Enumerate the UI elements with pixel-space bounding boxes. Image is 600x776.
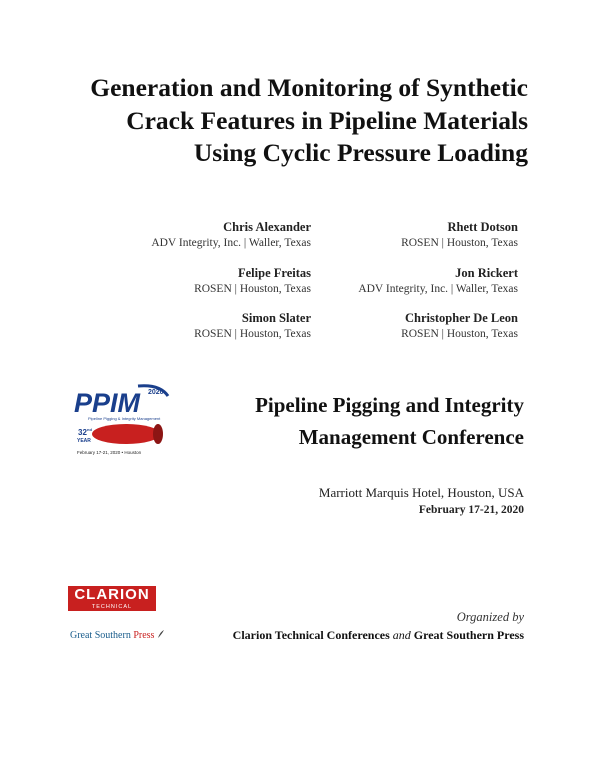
author-affiliation: ROSEN | Houston, Texas (194, 283, 311, 295)
ppim-year: 2020 (148, 389, 164, 396)
clarion-logo: CLARION (68, 586, 156, 608)
ppim-wordmark: PPIM (74, 388, 141, 418)
gsp-logo-text2: Press (133, 630, 155, 641)
ppim-anniversary-num: 32 (78, 428, 87, 437)
ppim-anniversary-word: YEAR (77, 438, 91, 444)
clarion-logo-subtitle: TECHNICAL CONFERENCES (68, 603, 156, 611)
ppim-footer: February 17-21, 2020 • Houston (77, 450, 142, 455)
conference-name-line1: Pipeline Pigging and Integrity (255, 393, 524, 417)
organizer-gsp: Great Southern Press (413, 628, 524, 642)
ppim-anniversary-sup: nd (87, 427, 92, 432)
author-name: Chris Alexander (223, 220, 311, 234)
feather-icon (157, 629, 165, 639)
author-name: Simon Slater (241, 311, 311, 325)
author-name: Jon Rickert (455, 266, 518, 280)
organizer-conjunction: and (392, 628, 411, 642)
paper-title: Generation and Monitoring of Synthetic Crack Features in Pipeline Materials Using Cyclic Pressure Loading (90, 73, 528, 167)
author-name: Rhett Dotson (447, 220, 518, 234)
gsp-logo (70, 629, 165, 641)
gsp-logo-text1: Great Southern (70, 630, 134, 641)
conference-venue: Marriott Marquis Hotel, Houston, USA (318, 485, 524, 500)
author-affiliation: ROSEN | Houston, Texas (401, 237, 518, 249)
organizers-line (233, 628, 524, 643)
conference-dates: February 17-21, 2020 (418, 504, 524, 516)
conference-name-line2: Management Conference (298, 425, 524, 449)
author-name: Felipe Freitas (237, 266, 311, 280)
author-affiliation: ROSEN | Houston, Texas (194, 328, 311, 340)
author-name: Christopher De Leon (405, 311, 518, 325)
organizer-clarion: Clarion Technical Conferences (232, 628, 390, 642)
author-affiliation: ADV Integrity, Inc. | Waller, Texas (151, 237, 311, 249)
author-affiliation: ROSEN | Houston, Texas (401, 328, 518, 340)
ppim-tagline: Pipeline Pigging & Integrity Management (88, 416, 161, 421)
organized-by-label: Organized by (456, 610, 524, 624)
author-affiliation: ADV Integrity, Inc. | Waller, Texas (358, 283, 518, 295)
